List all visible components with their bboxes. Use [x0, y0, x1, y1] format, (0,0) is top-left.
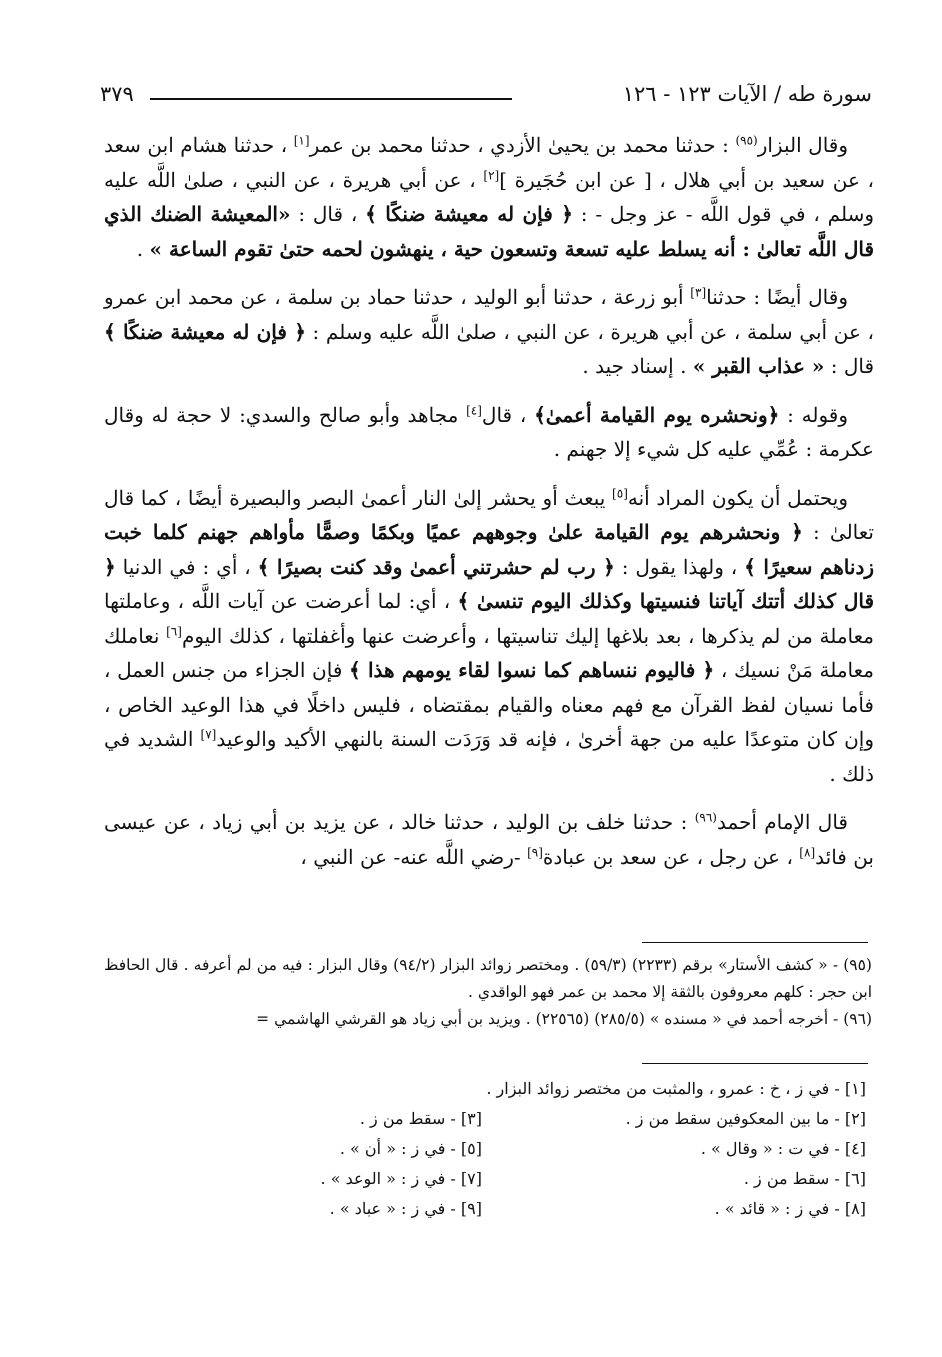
variant-note: [٦] - سقط من ز .: [743, 1169, 866, 1188]
text-run: وقال أيضًا : حدثنا: [706, 285, 848, 309]
reference-marker: [٥]: [612, 485, 628, 500]
variant-row: [104, 1194, 872, 1224]
manuscript-variants: [104, 1074, 872, 1224]
paragraph: [104, 481, 874, 792]
quoted-text: ﴿ونحشره يوم القيامة أعمىٰ﴾: [534, 402, 780, 427]
quoted-text: ﴿ ونحشرهم يوم القيامة علىٰ وجوههم عميًا وبكمًا وصمًّا مأواهم جهنم كلما خبت زدناهم سعيرًا ﴾: [104, 520, 875, 579]
variant-note: [١] - في ز ، خ : عمرو ، والمثبت من مختصر زوائد البزار .: [486, 1079, 866, 1098]
text-run: ، أي : في الدنيا: [115, 554, 258, 579]
variant-row: [104, 1164, 872, 1194]
page-number: ٣٧٩: [100, 82, 134, 106]
reference-marker: [٤]: [466, 402, 482, 417]
footnote-separator: [642, 942, 868, 943]
footnote-96: (٩٦) - أخرجه أحمد في « مسنده » (٢٨٥/٥) (٢٢٥٦٥) . ويزيد بن أبي زياد هو القرشي الهاشمي =: [256, 1010, 872, 1028]
variant-row: [104, 1134, 872, 1164]
text-run: ، عن أبي هريرة ، عن النبي ، صلىٰ اللَّه عليه وسلم ، في قول اللَّه - عز وجل - :: [104, 167, 874, 226]
quoted-text: ﴿ فاليوم ننساهم كما نسوا لقاء يومهم هذا ﴾: [349, 658, 715, 682]
reference-marker: [٢]: [483, 167, 500, 182]
paragraph: [104, 805, 874, 874]
reference-marker: [٧]: [200, 727, 217, 742]
reference-marker: [٨]: [799, 844, 816, 859]
text-run: أبو زرعة ، حدثنا أبو الوليد ، حدثنا حماد بن سلمة ، عن محمد ابن عمرو ، عن أبي سلمة ، عن أبي هريرة ، عن النبي ، صلىٰ اللَّه عليه وسلم :: [104, 285, 874, 344]
paragraph: [104, 398, 874, 467]
text-run: ، عن رجل ، عن سعد بن عبادة: [542, 844, 800, 869]
main-text: [104, 128, 874, 888]
text-run: : حدثنا خلف بن الوليد ، حدثنا خالد ، عن يزيد بن أبي زياد ، عن عيسى بن فائد: [104, 810, 874, 869]
variant-row: [104, 1104, 872, 1134]
quoted-text: «المعيشة الضنك الذي قال اللَّه تعالىٰ : أنه يسلط عليه تسعة وتسعون حية ، ينهشون لحمه حتىٰ تقوم الساعة »: [104, 202, 874, 261]
quoted-text: ﴿ فإن له معيشة ضنكًا ﴾: [104, 319, 306, 344]
text-run: فإن الجزاء من جنس العمل ، فأما نسيان لفظ القرآن مع فهم معناه والقيام بمقتضاه ، فليس داخلًا في هذا الوعيد الخاص ، وإن كان متوعدًا عليه من جهة أخرىٰ ، فإنه قد وَرَدَت السنة بالنهي الأكيد والوعيد: [104, 658, 874, 751]
paragraph: [104, 128, 874, 266]
text-run: ، أي: لما أعرضت عن آيات اللَّه ، وعاملتها معاملة من لم يذكرها ، بعد بلاغها إليك تناسيتها ، وأعرضت عنها وأغفلتها ، كذلك اليوم: [104, 589, 875, 648]
text-run: ، قال: [481, 402, 535, 427]
text-run: الشديد في ذلك .: [104, 727, 874, 786]
reference-marker: [٦]: [166, 623, 182, 638]
variant-note: [٩] - في ز : « عباد » .: [329, 1199, 482, 1218]
paragraph: [104, 280, 874, 384]
text-run: قال الإمام أحمد: [716, 810, 848, 834]
reference-marker: (٩٦): [694, 810, 717, 825]
text-run: ، ولهذا يقول :: [614, 554, 745, 579]
footnotes: [104, 952, 872, 1033]
variants-separator: [642, 1063, 868, 1064]
variant-note: [٨] - في ز : « قائد » .: [714, 1199, 866, 1218]
reference-marker: [٣]: [690, 285, 707, 300]
footnote-95: (٩٥) - « كشف الأستار» برقم (٢٢٣٣) (٥٩/٣) . ومختصر زوائد البزار (٩٤/٢) وقال البزار : فيه من لم أعرفه . قال الحافظ ابن حجر : كلهم معروفون بالثقة إلا محمد بن عمر فهو الواقدي .: [104, 956, 872, 1001]
text-run: ، قال :: [290, 202, 366, 226]
running-header: [100, 82, 872, 116]
variant-note: [٥] - في ز : « أن » .: [339, 1139, 482, 1158]
reference-marker: [٩]: [527, 844, 543, 859]
text-run: نعاملك معاملة مَنْ نسيك ،: [104, 623, 874, 682]
text-run: وقال البزار: [757, 133, 849, 157]
text-run: ، حدثنا هشام ابن سعد ، عن سعيد بن أبي هلال ، [ عن ابن حُجَيرة ]: [104, 133, 874, 192]
chapter-title: سورة طه / الآيات ١٢٣ - ١٢٦: [622, 82, 872, 106]
quoted-text: « عذاب القبر »: [692, 354, 825, 378]
reference-marker: [١]: [293, 133, 310, 148]
text-run: : حدثنا محمد بن يحيىٰ الأزدي ، حدثنا محمد بن عمر: [309, 133, 736, 157]
variant-note: [٣] - سقط من ز .: [359, 1109, 482, 1128]
header-rule: [150, 98, 512, 100]
reference-marker: (٩٥): [735, 133, 758, 148]
variant-note: [٢] - ما بين المعكوفين سقط من ز .: [625, 1109, 866, 1128]
quoted-text: ﴿ فإن له معيشة ضنكًا ﴾: [365, 202, 573, 226]
quoted-text: ﴿ رب لم حشرتني أعمىٰ وقد كنت بصيرًا ﴾: [257, 554, 615, 579]
variant-note: [٧] - في ز : « الوعد » .: [320, 1169, 482, 1188]
text-run: مجاهد وأبو صالح والسدي: لا حجة له وقال عكرمة : عُمِّي عليه كل شيء إلا جهنم .: [104, 402, 874, 461]
text-run: .: [136, 236, 150, 261]
variant-note: [٤] - في ت : « وقال » .: [700, 1139, 866, 1158]
text-run: يبعث أو يحشر إلىٰ النار أعمىٰ البصر والبصيرة أيضًا ، كما قال تعالىٰ :: [104, 485, 874, 544]
text-run: -رضي اللَّه عنه- عن النبي ،: [300, 844, 528, 869]
variant-row: [104, 1074, 872, 1104]
quoted-text: ﴿ قال كذلك أتتك آياتنا فنسيتها وكذلك اليوم تنسىٰ ﴾: [104, 554, 874, 613]
text-run: قال :: [824, 354, 874, 378]
text-run: ويحتمل أن يكون المراد أنه: [627, 485, 848, 510]
text-run: وقوله :: [779, 402, 849, 427]
text-run: . إسناد جيد .: [582, 354, 693, 378]
